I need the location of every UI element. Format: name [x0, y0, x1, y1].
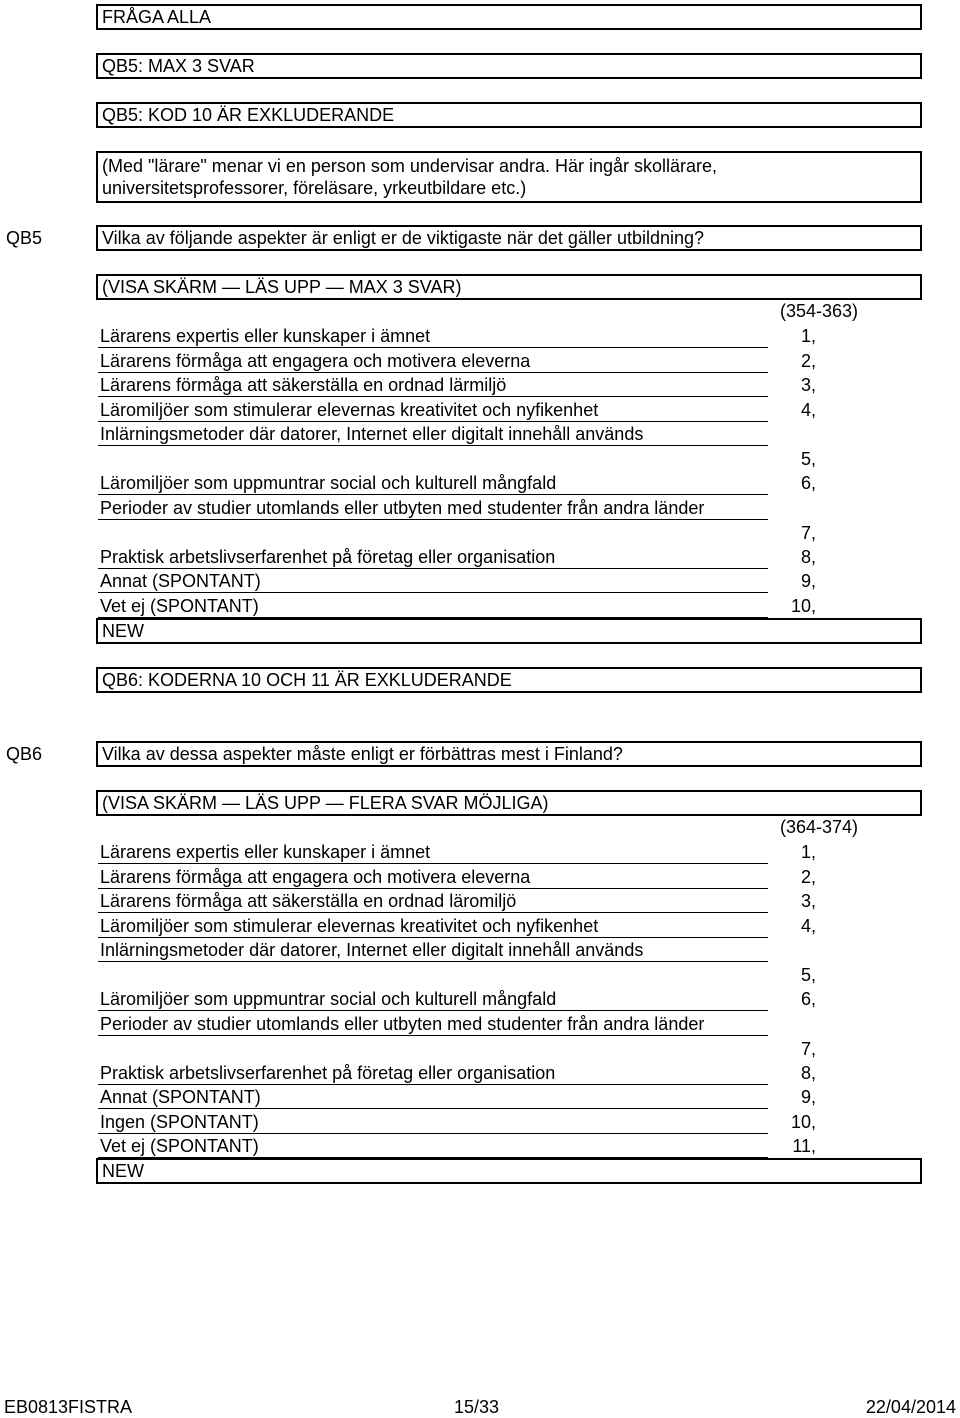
option-label: Annat (SPONTANT)	[100, 1087, 261, 1107]
fraga-alla-text: FRÅGA ALLA	[102, 7, 212, 27]
option-number: 9,	[800, 571, 816, 591]
option-underline	[98, 1010, 768, 1011]
footer-doc-id: EB0813FISTRA	[4, 1397, 133, 1417]
qb5-code: QB5	[6, 228, 43, 248]
option-label: Lärarens förmåga att engagera och motivera eleverna	[100, 866, 531, 887]
option-underline	[98, 1108, 768, 1109]
option-label: Läromiljöer som uppmuntrar social och kulturell mångfald	[100, 989, 557, 1009]
qb5-max-text: QB5: MAX 3 SVAR	[102, 56, 255, 76]
option-number: 5,	[800, 965, 816, 985]
option-label: Vet ej (SPONTANT)	[100, 595, 259, 616]
definition-box	[96, 151, 922, 203]
option-number: 7,	[800, 522, 816, 543]
qb6-kod-text: QB6: KODERNA 10 OCH 11 ÄR EXKLUDERANDE	[102, 670, 512, 690]
option-number: 1,	[800, 842, 816, 862]
option-label: Läromiljöer som stimulerar elevernas kreativitet och nyfikenhet	[100, 915, 599, 936]
qb6-new-box	[96, 1158, 922, 1184]
fraga-alla-box	[96, 4, 922, 30]
option-underline	[98, 494, 768, 495]
option-number: 8,	[800, 1062, 816, 1083]
qb6-kod-box	[96, 667, 922, 693]
option-number: 3,	[800, 375, 816, 395]
option-number: 1,	[800, 326, 816, 346]
qb5-new: NEW	[102, 621, 144, 641]
qb6-columns: (364-374)	[779, 817, 858, 837]
qb6-instruction-box	[96, 790, 922, 816]
qb6-instruction: (VISA SKÄRM — LÄS UPP — FLERA SVAR MÖJLIGA)	[102, 793, 549, 813]
option-label: Praktisk arbetslivserfarenhet på företag eller organisation	[100, 546, 556, 567]
option-underline	[98, 372, 768, 373]
definition-line-1: (Med "lärare" menar vi en person som undervisar andra. Här ingår skollärare,	[102, 156, 718, 176]
option-number: 6,	[800, 989, 816, 1009]
option-label: Lärarens expertis eller kunskaper i ämnet	[100, 842, 431, 862]
qb5-question: Vilka av följande aspekter är enligt er de viktigaste när det gäller utbildning?	[102, 228, 705, 248]
qb5-new-box	[96, 618, 922, 644]
option-underline	[98, 937, 768, 938]
option-underline	[98, 912, 768, 913]
option-underline	[98, 1133, 768, 1134]
option-underline	[98, 961, 768, 962]
qb5-question-box	[96, 225, 922, 251]
qb5-kod-text: QB5: KOD 10 ÄR EXKLUDERANDE	[102, 105, 395, 125]
option-underline	[98, 347, 768, 348]
option-number: 2,	[800, 866, 816, 887]
option-label: Perioder av studier utomlands eller utbyten med studenter från andra länder	[100, 497, 705, 518]
option-underline	[98, 1035, 768, 1036]
option-number: 8,	[800, 546, 816, 567]
definition-line-2: universitetsprofessorer, föreläsare, yrkeutbildare etc.)	[102, 178, 527, 198]
option-label: Inlärningsmetoder där datorer, Internet eller digitalt innehåll används	[100, 424, 644, 444]
option-number: 11,	[792, 1136, 816, 1156]
option-underline	[98, 396, 768, 397]
qb5-instruction-box	[96, 274, 922, 300]
option-label: Vet ej (SPONTANT)	[100, 1136, 259, 1156]
option-underline	[98, 888, 768, 889]
qb6-code: QB6	[6, 744, 43, 764]
qb5-instruction: (VISA SKÄRM — LÄS UPP — MAX 3 SVAR)	[102, 277, 462, 297]
option-number: 4,	[800, 915, 816, 936]
option-underline	[98, 568, 768, 569]
option-label: Läromiljöer som stimulerar elevernas kreativitet och nyfikenhet	[100, 399, 599, 420]
qb5-kod-box	[96, 102, 922, 128]
option-label: Lärarens expertis eller kunskaper i ämnet	[100, 326, 431, 346]
footer-page: 15/33	[454, 1397, 500, 1417]
option-number: 9,	[800, 1087, 816, 1107]
option-underline	[98, 445, 768, 446]
option-label: Läromiljöer som uppmuntrar social och kulturell mångfald	[100, 473, 557, 493]
option-underline	[98, 421, 768, 422]
option-label: Lärarens förmåga att säkerställa en ordnad lärmiljö	[100, 375, 507, 395]
option-underline	[98, 863, 768, 864]
option-underline	[98, 592, 768, 593]
option-label: Lärarens förmåga att säkerställa en ordnad läromiljö	[100, 891, 517, 911]
option-label: Praktisk arbetslivserfarenhet på företag eller organisation	[100, 1062, 556, 1083]
option-underline	[98, 519, 768, 520]
option-label: Ingen (SPONTANT)	[100, 1111, 259, 1132]
option-number: 10,	[790, 595, 816, 616]
option-label: Annat (SPONTANT)	[100, 571, 261, 591]
qb5-max-box	[96, 53, 922, 79]
option-number: 5,	[800, 449, 816, 469]
option-number: 3,	[800, 891, 816, 911]
option-number: 10,	[790, 1111, 816, 1132]
qb6-new: NEW	[102, 1161, 144, 1181]
option-underline	[98, 1084, 768, 1085]
footer-date: 22/04/2014	[865, 1397, 956, 1417]
option-number: 6,	[800, 473, 816, 493]
option-label: Lärarens förmåga att engagera och motivera eleverna	[100, 350, 531, 371]
option-label: Inlärningsmetoder där datorer, Internet eller digitalt innehåll används	[100, 940, 644, 960]
option-number: 7,	[800, 1038, 816, 1059]
option-label: Perioder av studier utomlands eller utbyten med studenter från andra länder	[100, 1013, 705, 1034]
qb6-question-box	[96, 741, 922, 767]
option-number: 2,	[800, 350, 816, 371]
qb6-question: Vilka av dessa aspekter måste enligt er förbättras mest i Finland?	[102, 744, 623, 764]
qb5-columns: (354-363)	[779, 301, 858, 321]
option-number: 4,	[800, 399, 816, 420]
